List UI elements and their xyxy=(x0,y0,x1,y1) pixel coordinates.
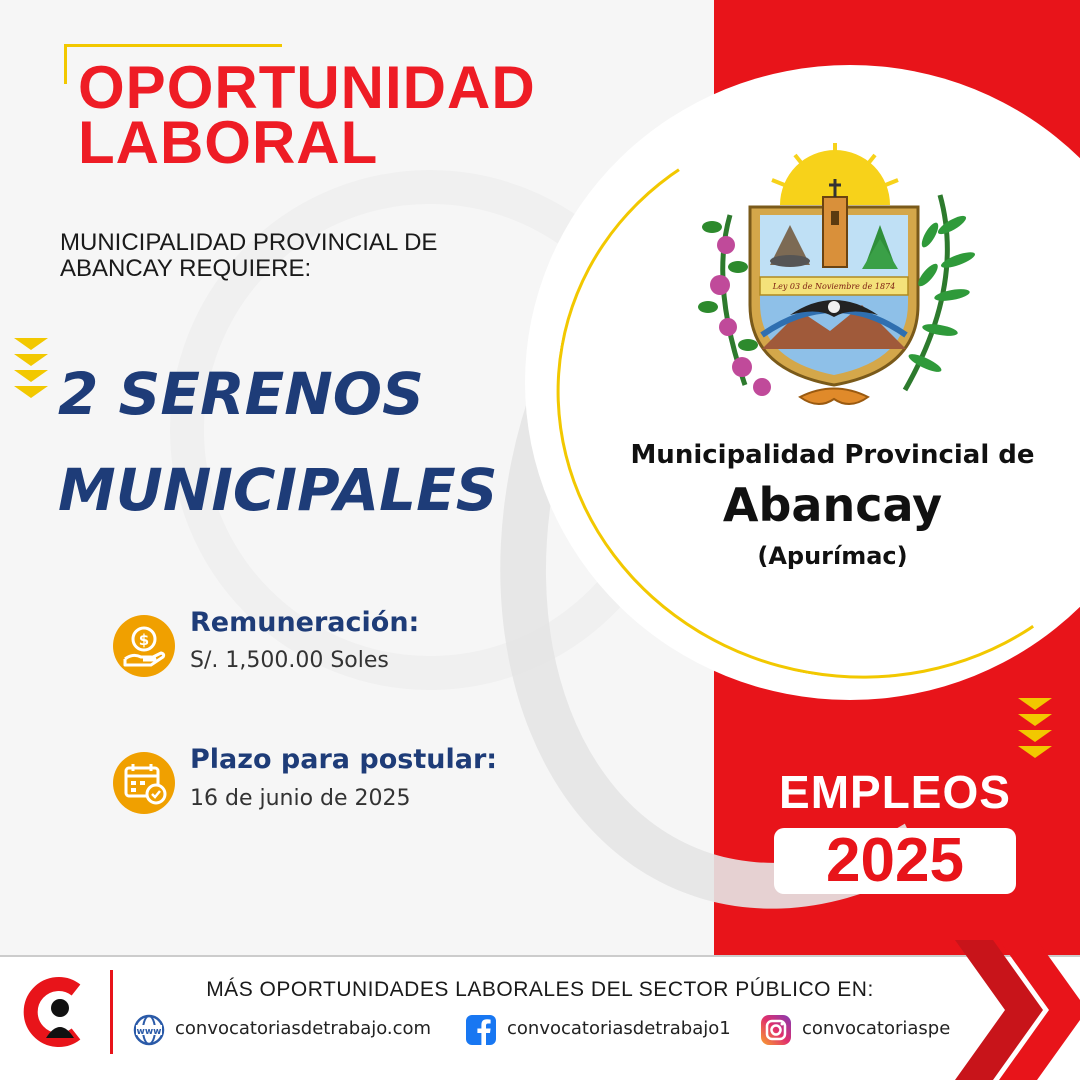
org-region: (Apurímac) xyxy=(757,542,908,570)
facebook-icon xyxy=(465,1014,497,1046)
salary-value: S/. 1,500.00 Soles xyxy=(190,648,389,673)
chevron-down-icon xyxy=(1018,698,1052,768)
svg-text:$: $ xyxy=(138,631,150,649)
calendar-check-icon xyxy=(113,752,175,814)
footer-divider xyxy=(110,970,113,1054)
convocatorias-logo-icon xyxy=(20,968,90,1056)
coat-of-arms-emblem xyxy=(690,135,980,425)
job-title-line-1: 2 SERENOS xyxy=(58,360,424,428)
requester-text: MUNICIPALIDAD PROVINCIAL DE ABANCAY REQUIERE: xyxy=(60,229,438,282)
instagram-icon xyxy=(760,1014,792,1046)
footer-headline: MÁS OPORTUNIDADES LABORALES DEL SECTOR PÚBLICO EN: xyxy=(206,978,874,1001)
facebook-text: convocatoriasdetrabajo1 xyxy=(507,1018,731,1039)
svg-text:www: www xyxy=(136,1027,162,1037)
badge-year: 2025 xyxy=(826,826,964,895)
job-title-line-2: MUNICIPALES xyxy=(58,456,498,524)
instagram-text: convocatoriaspe xyxy=(802,1018,951,1039)
title-line-2: LABORAL xyxy=(78,109,379,176)
www-globe-icon xyxy=(133,1014,165,1046)
website-text: convocatoriasdetrabajo.com xyxy=(175,1018,432,1039)
salary-label: Remuneración: xyxy=(190,607,420,638)
deadline-value: 16 de junio de 2025 xyxy=(190,786,411,811)
chevron-down-icon xyxy=(14,338,48,408)
org-name-line-2: Abancay xyxy=(722,478,943,532)
emblem-motto: Ley 03 de Noviembre de 1874 xyxy=(772,282,896,291)
double-chevron-right-icon xyxy=(955,940,1080,1080)
org-name-line-1: Municipalidad Provincial de xyxy=(630,440,1035,470)
title-line-1: OPORTUNIDAD xyxy=(78,54,536,121)
badge-label: EMPLEOS xyxy=(779,766,1011,818)
deadline-label: Plazo para postular: xyxy=(190,744,498,775)
money-hand-icon xyxy=(113,615,175,677)
